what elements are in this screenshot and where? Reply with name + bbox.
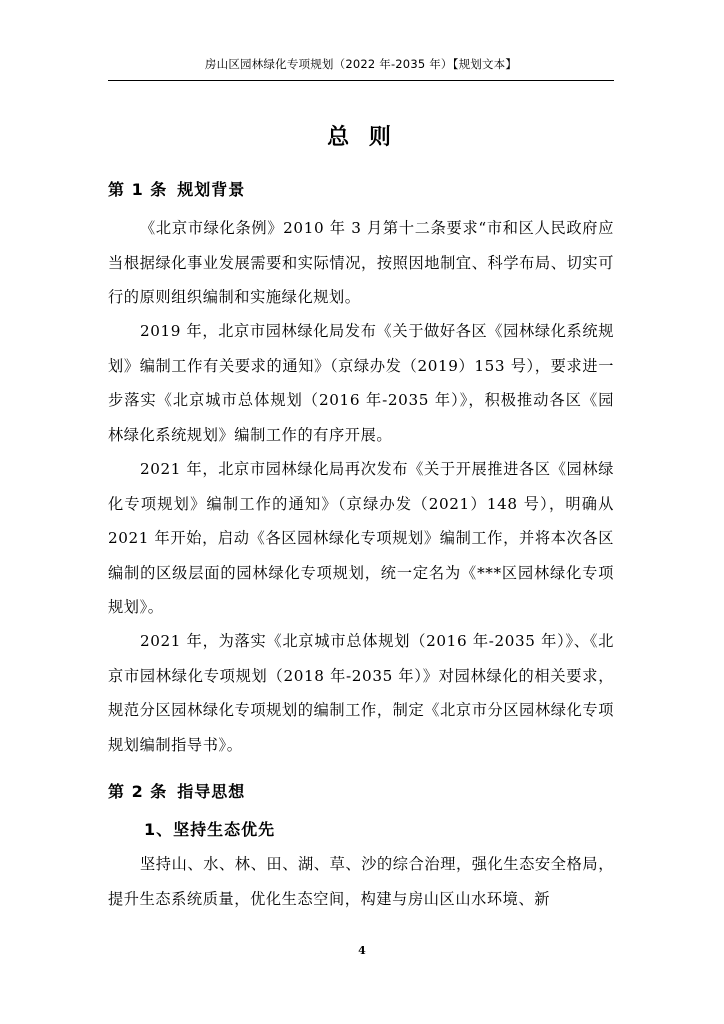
article-1-paragraph-1: 《北京市绿化条例》2010 年 3 月第十二条要求“市和区人民政府应当根据绿化事业发展需要和实际情况，按照因地制宜、科学布局、切实可行的原则组织编制和实施绿化规划。 [108, 219, 614, 307]
header-divider [108, 80, 614, 81]
running-header: 房山区园林绿化专项规划（2022 年-2035 年）【规划文本】 [204, 57, 518, 71]
page-number: 4 [358, 944, 366, 957]
article-2-paragraph-1: 坚持山、水、林、田、湖、草、沙的综合治理，强化生态安全格局，提升生态系统质量，优化生态空间，构建与房山区山水环境、新 [108, 855, 614, 908]
article-2-heading [108, 779, 245, 802]
article-2-number: 第 2 条 [108, 782, 168, 801]
section-title: 总 则 [327, 125, 397, 150]
article-1-title: 规划背景 [177, 180, 246, 199]
article-1-paragraph-2: 2019 年，北京市园林绿化局发布《关于做好各区《园林绿化系统规划》编制工作有关要求的通知》（京绿办发（2019）153 号），要求进一步落实《北京城市总体规划（2016 年-2035 年）》，积极推动各区《园林绿化系统规划》编制工作的有序开展。 [108, 322, 614, 444]
article-2-subheading: 1、坚持生态优先 [144, 820, 276, 839]
article-1-heading [108, 177, 245, 200]
article-1-paragraph-4: 2021 年，为落实《北京城市总体规划（2016 年-2035 年）》、《北京市园林绿化专项规划（2018 年-2035 年）》对园林绿化的相关要求，规范分区园林绿化专项规划的编制工作，制定《北京市分区园林绿化专项规划编制指导书》。 [108, 632, 614, 754]
article-1-paragraph-3: 2021 年，北京市园林绿化局再次发布《关于开展推进各区《园林绿化专项规划》编制工作的通知》（京绿办发（2021）148 号），明确从 2021 年开始，启动《各区园林绿化专项规划》编制工作，并将本次各区编制的区级层面的园林绿化专项规划，统一定名为《***区园林绿化专项规划》。 [108, 460, 614, 617]
article-2-title: 指导思想 [177, 782, 246, 801]
article-1-number: 第 1 条 [108, 180, 168, 199]
